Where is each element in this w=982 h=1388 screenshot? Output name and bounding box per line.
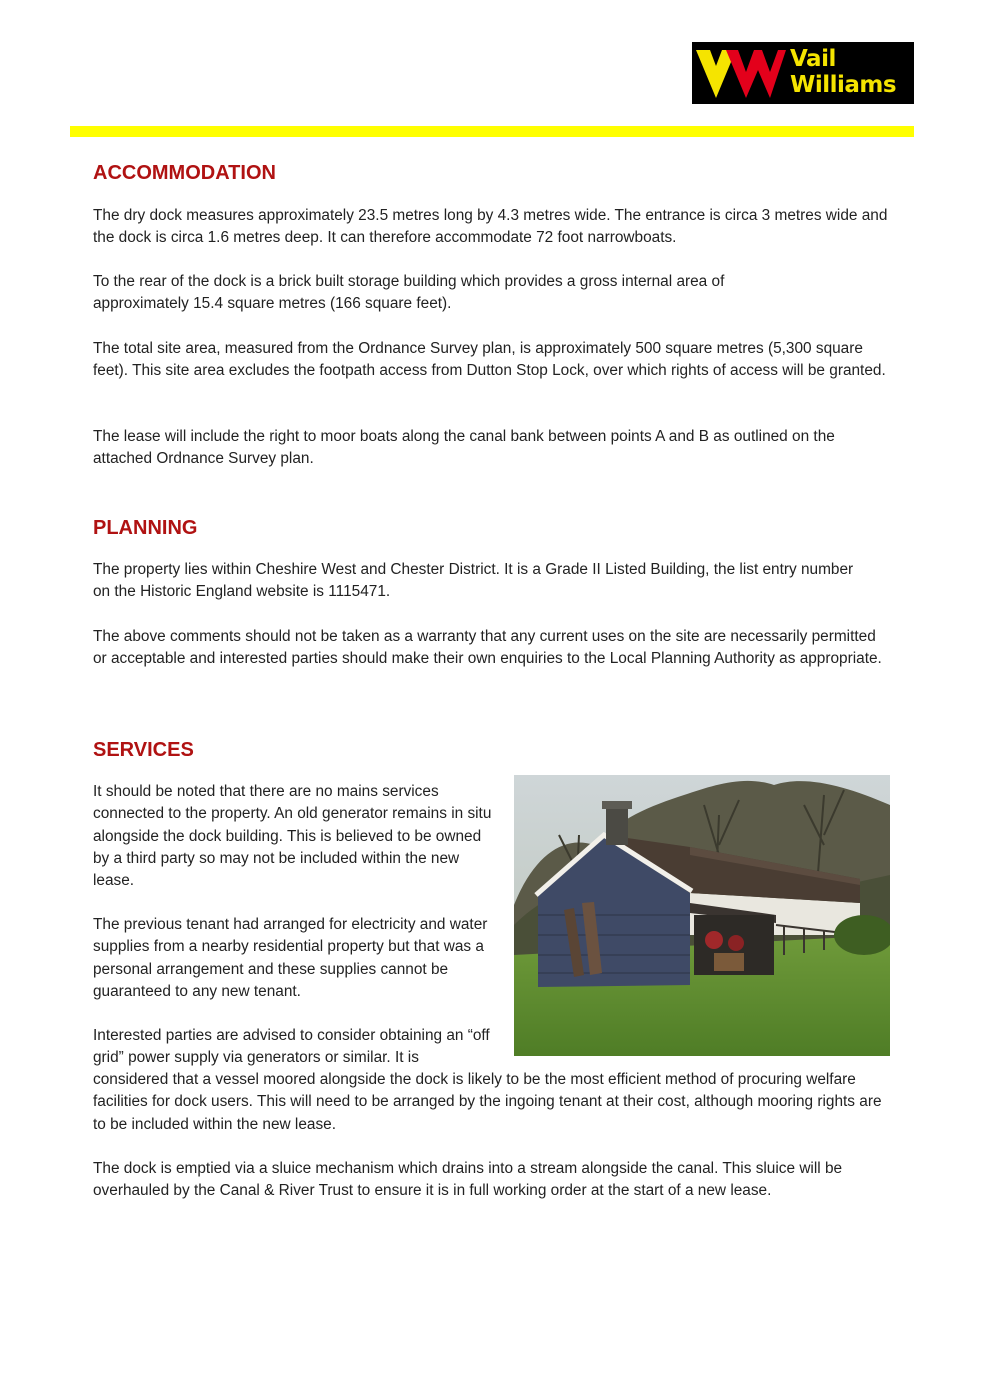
accommodation-paragraph-3: The total site area, measured from the Ordnance Survey plan, is approximately 500 square metres (5,300 square feet). This site area excludes the footpath access from Dutton Stop Lock, over which rights of access will be granted. — [93, 340, 886, 380]
services-paragraph-3: Interested parties are advised to consider obtaining an “off grid” power supply via generators or similar. It is — [93, 1027, 490, 1067]
services-paragraph-4: considered that a vessel moored alongside the dock is likely to be the most efficient method of procuring welfare facilities for dock users. This will need to be arranged by the ingoing tenant at their cost, although mooring rights are to be included within the new lease. — [93, 1071, 882, 1133]
planning-paragraph-2: The above comments should not be taken as a warranty that any current uses on the site are necessarily permitted or acceptable and interested parties should make their own enquiries to the Local Planning Authority as appropriate. — [93, 628, 882, 668]
services-paragraph-1: It should be noted that there are no mains services connected to the property. An old generator remains in situ alongside the dock building. This is believed to be owned by a third party so may not be included within the new lease. — [93, 783, 492, 890]
accommodation-paragraph-2: To the rear of the dock is a brick built storage building which provides a gross internal area of approximately 15.4 square metres (166 square feet). — [93, 273, 725, 313]
yellow-divider — [70, 126, 914, 137]
heading-services: SERVICES — [93, 739, 194, 761]
company-logo — [692, 42, 914, 104]
planning-paragraph-1: The property lies within Cheshire West and Chester District. It is a Grade II Listed Building, the list entry number on the Historic England website is 1115471. — [93, 561, 854, 601]
logo-line-2: Williams — [790, 72, 897, 98]
heading-planning: PLANNING — [93, 517, 198, 539]
dock-building-photo — [514, 775, 890, 1056]
logo-line-1: Vail — [790, 46, 836, 72]
accommodation-paragraph-1: The dry dock measures approximately 23.5 metres long by 4.3 metres wide. The entrance is circa 3 metres wide and the dock is circa 1.6 metres deep. It can therefore accommodate 72 foot narrowboats. — [93, 207, 888, 247]
accommodation-paragraph-4: The lease will include the right to moor boats along the canal bank between points A and B as outlined on the attached Ordnance Survey plan. — [93, 428, 835, 468]
vw-logo-mark-icon — [692, 42, 788, 104]
services-paragraph-2: The previous tenant had arranged for electricity and water supplies from a nearby residential property but that was a personal arrangement and these supplies cannot be guaranteed to any new tenant. — [93, 916, 488, 1000]
logo-wordmark — [790, 46, 896, 98]
heading-accommodation: ACCOMMODATION — [93, 162, 276, 184]
services-paragraph-5: The dock is emptied via a sluice mechanism which drains into a stream alongside the canal. This sluice will be overhauled by the Canal & River Trust to ensure it is in full working order at the start of a new lease. — [93, 1160, 843, 1200]
